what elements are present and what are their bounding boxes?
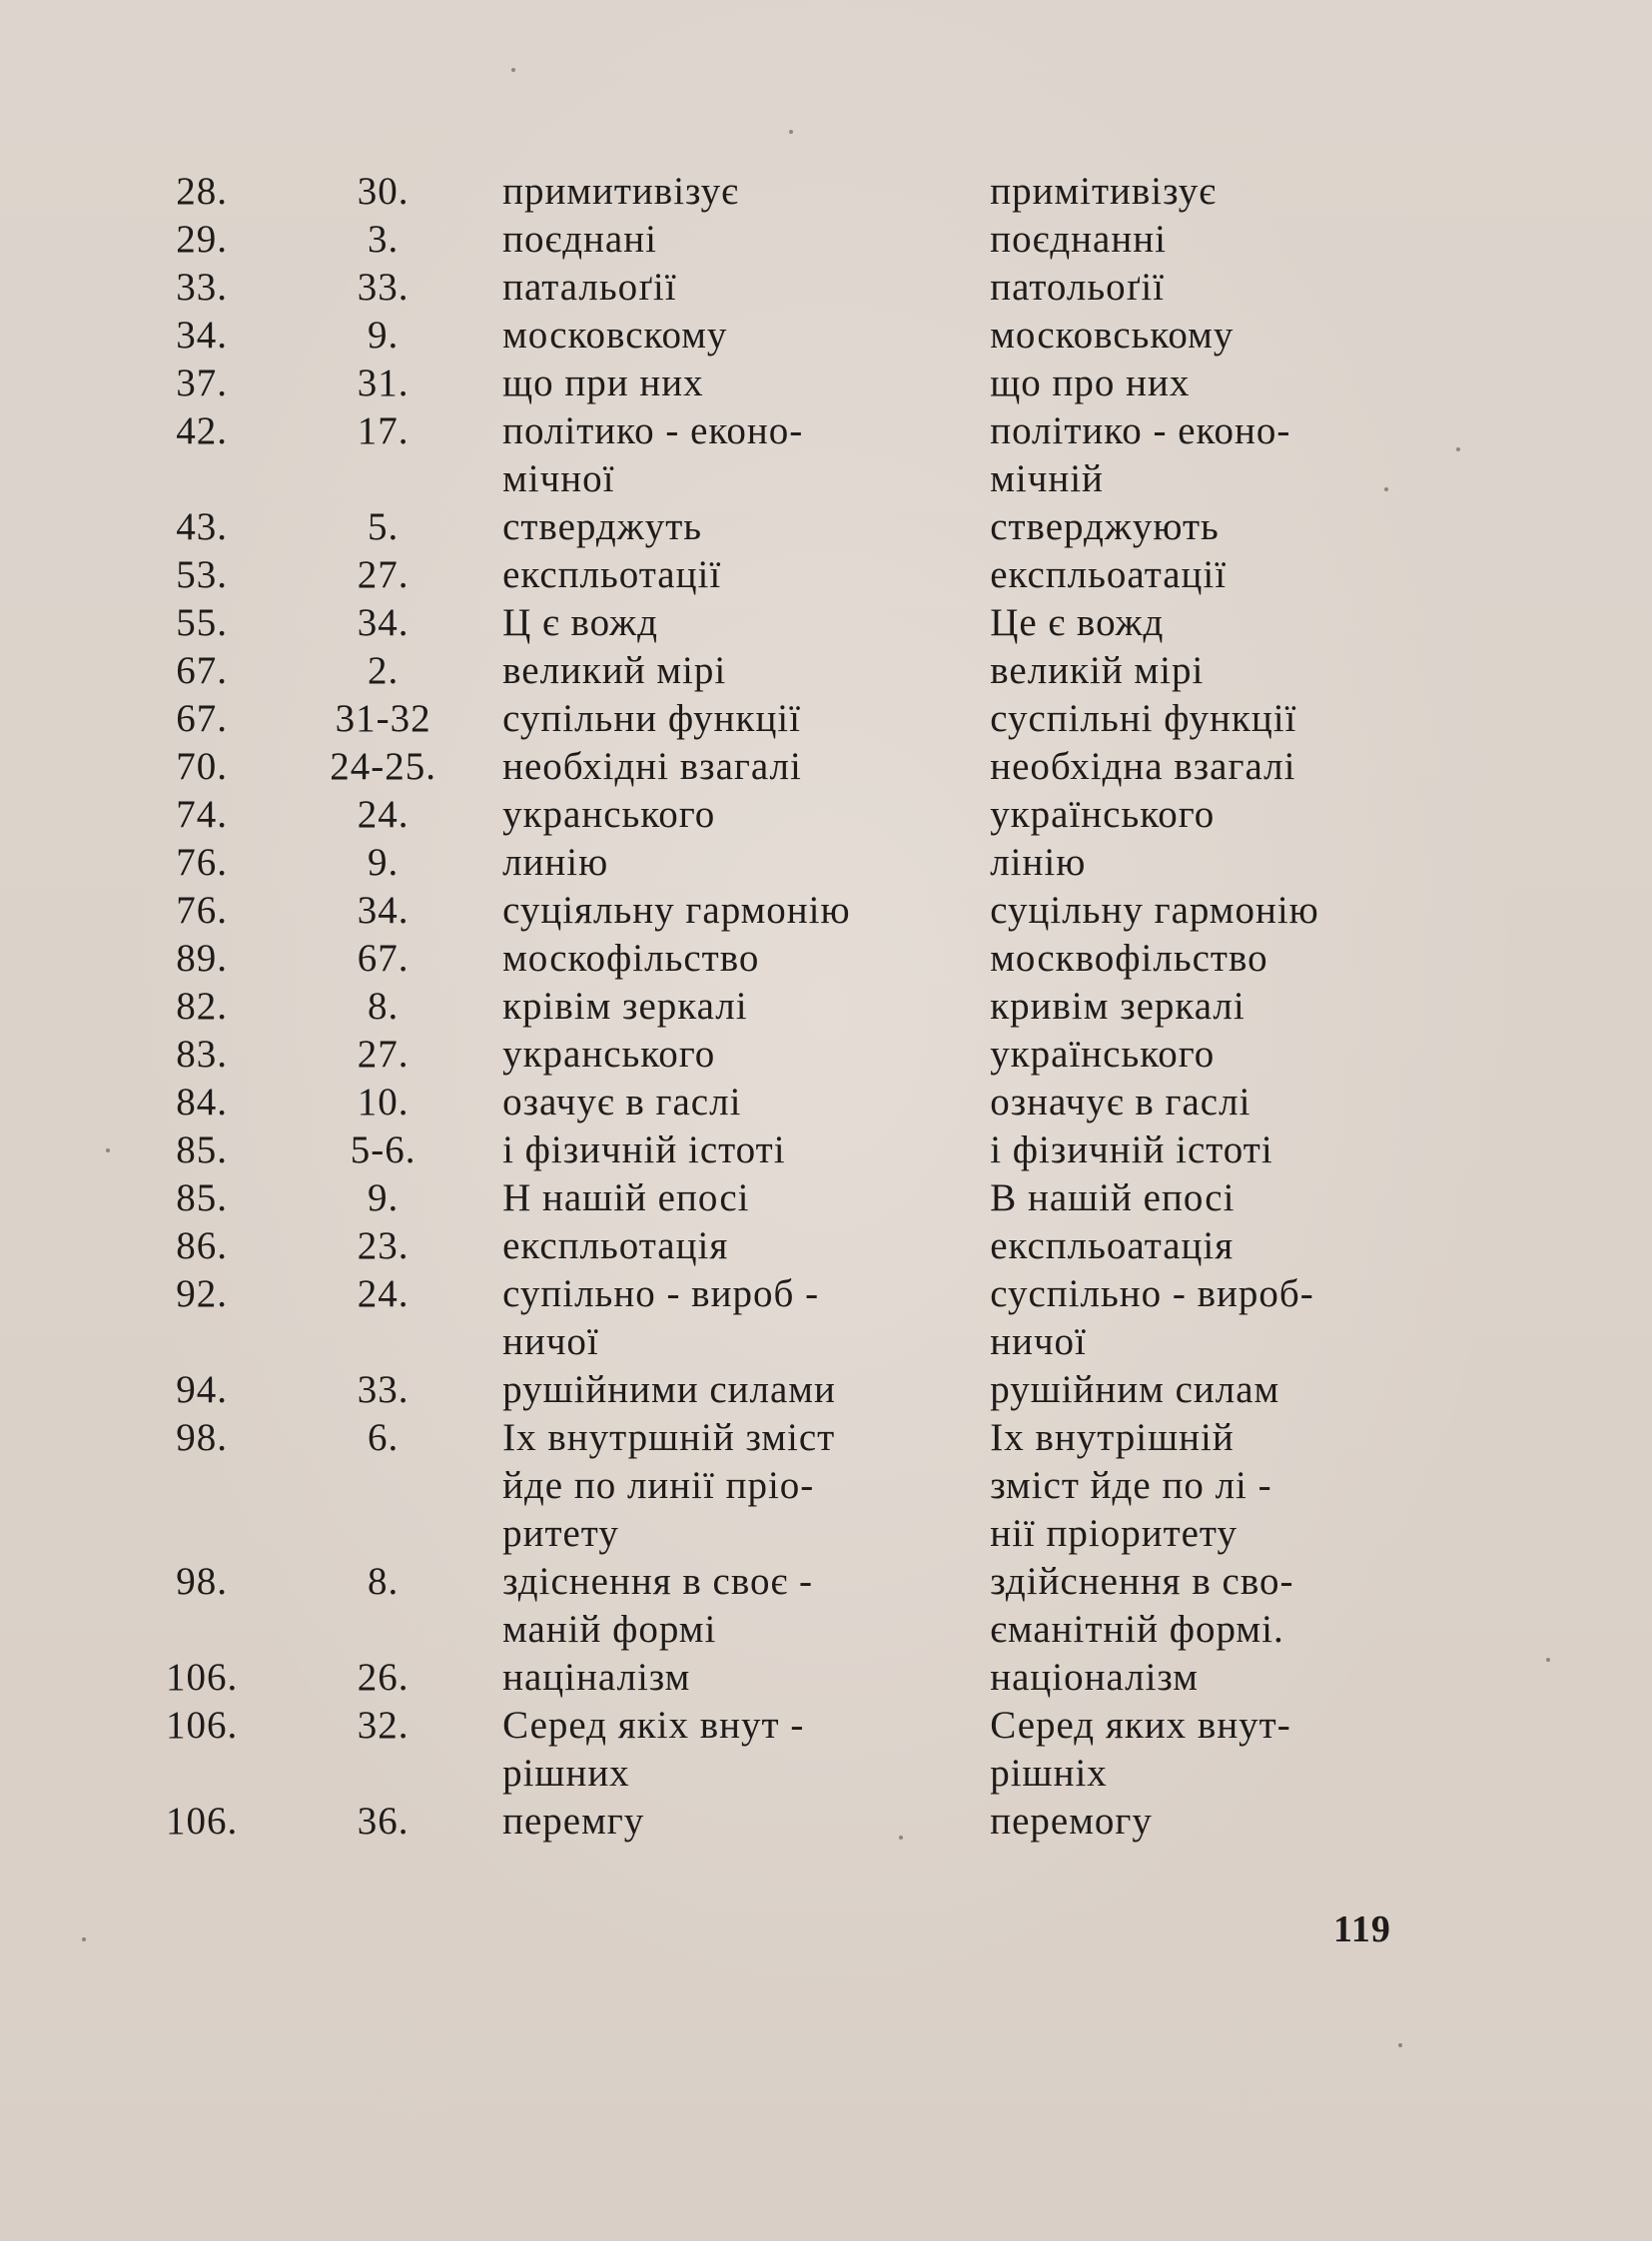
page-cell: 92.: [176, 1272, 228, 1315]
line-cell: 26.: [357, 1656, 410, 1699]
page-cell: 98.: [176, 1560, 228, 1603]
paper-speck: [1456, 447, 1460, 451]
printed-text-cell: необхідні взагалі: [502, 745, 802, 788]
page-cell: 106.: [166, 1656, 239, 1699]
page-number: 119: [1333, 1908, 1391, 1950]
printed-text-cell: патальоґії: [502, 266, 677, 309]
printed-text-cell: здіснення в своє - маній формі: [502, 1560, 813, 1651]
corrected-text-cell: москвофільство: [990, 937, 1268, 980]
errata-row: [120, 407, 1418, 503]
printed-text-cell: націналізм: [502, 1656, 691, 1699]
errata-row: [120, 743, 1418, 791]
line-cell: 27.: [357, 1033, 410, 1076]
errata-table: [120, 168, 1418, 1846]
corrected-text-cell: примітивізує: [990, 170, 1217, 213]
page-cell: 42.: [176, 409, 228, 452]
errata-row: [120, 168, 1418, 216]
corrected-text-cell: означує в гаслі: [990, 1081, 1251, 1123]
paper-speck: [789, 130, 793, 134]
page-cell: 86.: [176, 1224, 228, 1267]
printed-text-cell: супільни функції: [502, 697, 801, 740]
errata-row: [120, 935, 1418, 983]
printed-text-cell: озачує в гаслі: [502, 1081, 742, 1123]
errata-row: [120, 695, 1418, 743]
line-cell: 31-32: [335, 697, 431, 740]
printed-text-cell: і фізичній істоті: [502, 1128, 786, 1171]
corrected-text-cell: суцільну гармонію: [990, 889, 1319, 932]
corrected-text-cell: експльоатації: [990, 553, 1228, 596]
line-cell: 27.: [357, 553, 410, 596]
page-cell: 70.: [176, 745, 228, 788]
corrected-text-cell: націоналізм: [990, 1656, 1199, 1699]
errata-row: [120, 1222, 1418, 1270]
corrected-text-cell: рушійним силам: [990, 1368, 1280, 1411]
page-cell: 33.: [176, 266, 228, 309]
line-cell: 2.: [368, 649, 400, 692]
errata-row: [120, 1702, 1418, 1798]
errata-row: [120, 264, 1418, 312]
page-cell: 55.: [176, 601, 228, 644]
page-cell: 106.: [166, 1704, 239, 1747]
line-cell: 67.: [357, 937, 410, 980]
printed-text-cell: експльотація: [502, 1224, 729, 1267]
printed-text-cell: що при них: [502, 362, 704, 404]
printed-text-cell: рушійними силами: [502, 1368, 836, 1411]
printed-text-cell: московскому: [502, 314, 728, 357]
page-cell: 89.: [176, 937, 228, 980]
printed-text-cell: поєднані: [502, 218, 657, 261]
errata-row: [120, 1079, 1418, 1126]
page-cell: 67.: [176, 697, 228, 740]
printed-text-cell: примитивізує: [502, 170, 739, 213]
page-cell: 85.: [176, 1128, 228, 1171]
corrected-text-cell: політико - еконо- мічній: [990, 409, 1291, 500]
printed-text-cell: Ц є вожд: [502, 601, 658, 644]
corrected-text-cell: здійснення в сво- єманітній формі.: [990, 1560, 1294, 1651]
page-cell: 53.: [176, 553, 228, 596]
paper-speck: [1546, 1658, 1550, 1662]
corrected-text-cell: Це є вожд: [990, 601, 1165, 644]
printed-text-cell: Іх внутршній зміст йде по линії пріо- ритету: [502, 1416, 836, 1555]
corrected-text-cell: стверджують: [990, 505, 1220, 548]
errata-row: [120, 312, 1418, 360]
page-cell: 74.: [176, 793, 228, 836]
errata-row: [120, 1126, 1418, 1174]
errata-row: [120, 1414, 1418, 1558]
printed-text-cell: крівім зеркалі: [502, 985, 748, 1028]
page-cell: 67.: [176, 649, 228, 692]
page-cell: 83.: [176, 1033, 228, 1076]
paper-speck: [82, 1937, 86, 1941]
corrected-text-cell: що про них: [990, 362, 1191, 404]
line-cell: 17.: [357, 409, 410, 452]
errata-row: [120, 599, 1418, 647]
errata-row: [120, 1366, 1418, 1414]
line-cell: 31.: [357, 362, 410, 404]
line-cell: 9.: [368, 1176, 400, 1219]
line-cell: 9.: [368, 314, 400, 357]
line-cell: 5-6.: [350, 1128, 416, 1171]
errata-row: [120, 887, 1418, 935]
corrected-text-cell: московському: [990, 314, 1235, 357]
page-cell: 85.: [176, 1176, 228, 1219]
corrected-text-cell: поєднанні: [990, 218, 1167, 261]
corrected-text-cell: суспільно - вироб- ничої: [990, 1272, 1314, 1363]
printed-text-cell: Серед якіх внут - рішних: [502, 1704, 805, 1795]
line-cell: 6.: [368, 1416, 400, 1459]
errata-row: [120, 1174, 1418, 1222]
line-cell: 8.: [368, 985, 400, 1028]
errata-row: [120, 839, 1418, 887]
errata-row: [120, 360, 1418, 407]
errata-row: [120, 1270, 1418, 1366]
page-cell: 82.: [176, 985, 228, 1028]
page-cell: 94.: [176, 1368, 228, 1411]
corrected-text-cell: великій мірі: [990, 649, 1205, 692]
paper-speck: [106, 1148, 110, 1152]
paper-speck: [1384, 487, 1388, 491]
errata-body: [120, 168, 1418, 1846]
page-cell: 98.: [176, 1416, 228, 1459]
corrected-text-cell: патольоґії: [990, 266, 1166, 309]
line-cell: 3.: [368, 218, 400, 261]
errata-row: [120, 551, 1418, 599]
corrected-text-cell: Серед яких внут- рішніх: [990, 1704, 1291, 1795]
printed-text-cell: великий мірі: [502, 649, 727, 692]
page-cell: 29.: [176, 218, 228, 261]
corrected-text-cell: Іх внутрішній зміст йде по лі - нії пріоритету: [990, 1416, 1272, 1555]
printed-text-cell: Н нашій епосі: [502, 1176, 750, 1219]
line-cell: 32.: [357, 1704, 410, 1747]
corrected-text-cell: В нашій епосі: [990, 1176, 1236, 1219]
line-cell: 30.: [357, 170, 410, 213]
printed-text-cell: укранського: [502, 793, 716, 836]
errata-row: [120, 503, 1418, 551]
line-cell: 36.: [357, 1800, 410, 1843]
errata-row: [120, 791, 1418, 839]
page-cell: 43.: [176, 505, 228, 548]
printed-text-cell: стверджуть: [502, 505, 703, 548]
corrected-text-cell: лінію: [990, 841, 1087, 884]
page-cell: 106.: [166, 1800, 239, 1843]
line-cell: 5.: [368, 505, 400, 548]
line-cell: 9.: [368, 841, 400, 884]
line-cell: 10.: [357, 1081, 410, 1123]
page-cell: 37.: [176, 362, 228, 404]
errata-row: [120, 1031, 1418, 1079]
line-cell: 23.: [357, 1224, 410, 1267]
errata-row: [120, 1798, 1418, 1846]
corrected-text-cell: експльоатація: [990, 1224, 1235, 1267]
errata-row: [120, 216, 1418, 264]
printed-text-cell: линію: [502, 841, 609, 884]
page-cell: 34.: [176, 314, 228, 357]
corrected-text-cell: українського: [990, 1033, 1216, 1076]
line-cell: 8.: [368, 1560, 400, 1603]
printed-text-cell: суціяльну гармонію: [502, 889, 851, 932]
paper-speck: [899, 1836, 903, 1840]
printed-text-cell: супільно - вироб - ничої: [502, 1272, 820, 1363]
printed-text-cell: москофільство: [502, 937, 760, 980]
errata-row: [120, 983, 1418, 1031]
errata-row: [120, 1654, 1418, 1702]
page-cell: 76.: [176, 889, 228, 932]
paper-speck: [511, 68, 515, 72]
errata-row: [120, 1558, 1418, 1654]
line-cell: 34.: [357, 889, 410, 932]
errata-row: [120, 647, 1418, 695]
printed-text-cell: політико - еконо- мічної: [502, 409, 804, 500]
printed-text-cell: укранського: [502, 1033, 716, 1076]
corrected-text-cell: українського: [990, 793, 1216, 836]
corrected-text-cell: кривім зеркалі: [990, 985, 1245, 1028]
line-cell: 33.: [357, 1368, 410, 1411]
printed-text-cell: перемгу: [502, 1800, 645, 1843]
line-cell: 33.: [357, 266, 410, 309]
page-cell: 28.: [176, 170, 228, 213]
printed-text-cell: експльотації: [502, 553, 722, 596]
line-cell: 24-25.: [330, 745, 437, 788]
corrected-text-cell: і фізичній істоті: [990, 1128, 1273, 1171]
line-cell: 34.: [357, 601, 410, 644]
corrected-text-cell: суспільні функції: [990, 697, 1297, 740]
line-cell: 24.: [357, 793, 410, 836]
page-cell: 84.: [176, 1081, 228, 1123]
page-cell: 76.: [176, 841, 228, 884]
corrected-text-cell: перемогу: [990, 1800, 1153, 1843]
line-cell: 24.: [357, 1272, 410, 1315]
paper-speck: [1398, 2043, 1402, 2047]
corrected-text-cell: необхідна взагалі: [990, 745, 1296, 788]
